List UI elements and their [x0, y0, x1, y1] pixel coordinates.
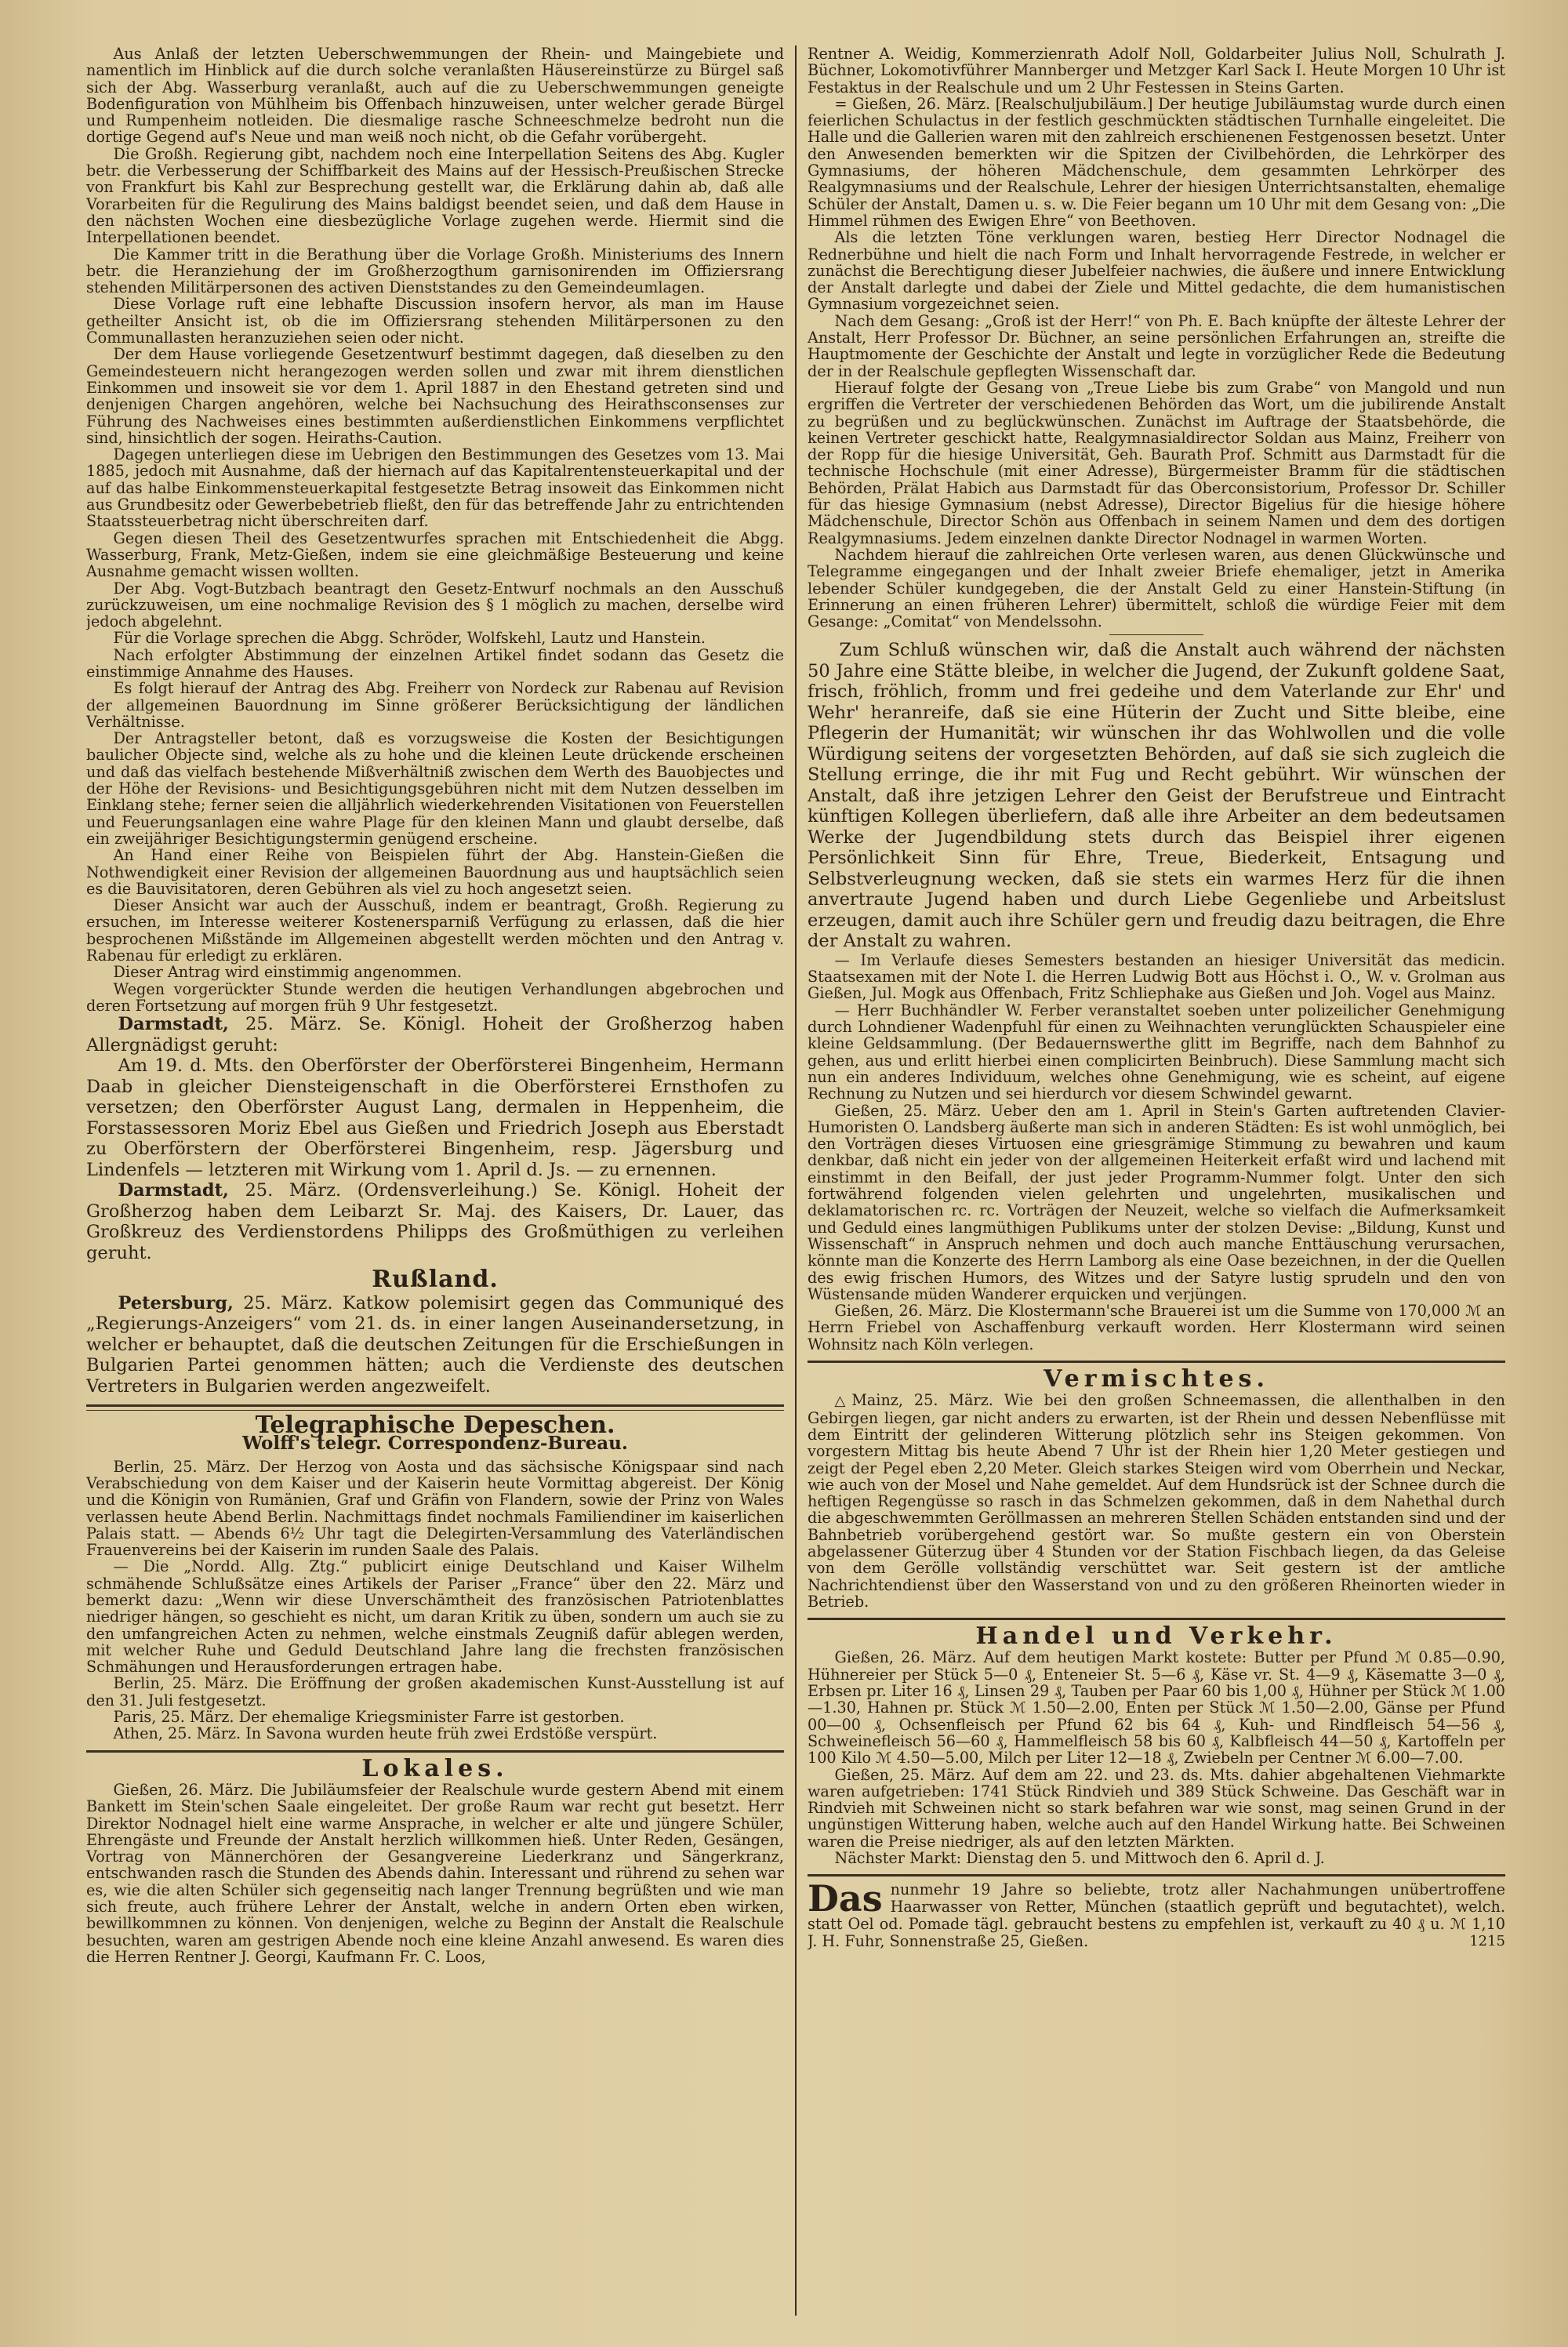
section-heading-lokales: Lokales. — [361, 1754, 509, 1782]
article-paragraph: Der Abg. Vogt-Butzbach beantragt den Gesetz-Entwurf nochmals an den Ausschuß zurückzuweisen, um eine nochmalige Revision des § 1 möglich zu machen, derselbe wird jedoch abgelehnt. — [86, 579, 784, 631]
section-heading-telegraphische-depeschen: Telegraphische Depeschen. — [255, 1411, 615, 1440]
telegram-item: Berlin, 25. März. Der Herzog von Aosta und das sächsische Königspaar sind nach Verabschiedung von dem Kaiser und der Kaiserin heute Vormittag abgereist. Der König und die Königin von Rumänien, Graf und Gräfin von Flandern, sowie der Prinz von Wales verlassen heute Abend Berlin. Nachmittags findet nochmals Familiendiner im kaiserlichen Palais statt. — Abends 6½ Uhr tagt die Delegirten-Versammlung des Vaterländischen Frauenvereins bei der Kaiserin im runden Saale des Palais. — [86, 1457, 784, 1560]
news-item-body: Am 19. d. Mts. den Oberförster der Oberförsterei Bingenheim, Hermann Daab in gleicher Diensteigenschaft in die Oberförsterei Ernsthofen zu versetzen; den Oberförster August Lang, dermalen in Heppenheim, die Forstassessoren Moriz Ebel aus Gießen und Friedrich Joseph aus Eberstadt zu Oberförstern der Oberförsterei Bingenheim, resp. Jägersburg und Lindenfels — letzteren mit Wirkung vom 1. April d. Js. — zu ernennen. — [86, 1055, 784, 1180]
dateline-place: Darmstadt, — [118, 1014, 229, 1035]
left-column — [86, 45, 784, 2316]
column-rule — [795, 45, 797, 2316]
article-paragraph — [808, 1392, 1505, 1610]
telegram-item: Athen, 25. März. In Savona wurden heute früh zwei Erdstöße verspürt. — [113, 1724, 658, 1743]
article-paragraph: Nachdem hierauf die zahlreichen Orte verlesen waren, aus denen Glückwünsche und Telegramme eingegangen und der Inhalt zweier Briefe ehemaliger, jetzt in Amerika lebender Schüler kundgegeben, die der Anstalt Geld zu einer Hanstein-Stiftung (in Erinnerung an einen früheren Lehrer) übermittelt, schloß die würdige Feier mit dem Gesange: „Comitat“ von Mendelssohn. — [808, 545, 1505, 631]
section-heading-vermischtes: Vermischtes. — [1044, 1365, 1269, 1393]
article-paragraph: Dagegen unterliegen diese im Uebrigen den Bestimmungen des Gesetzes vom 13. Mai 1885, jedoch mit Ausnahme, daß der hiernach auf das Kapitalrentensteuerkapital und der auf das halbe Einkommensteuerkapital festgesetzte Betrag insoweit das Einkommen nicht aus Grundbesitz oder Gewerbebetrieb fließt, den für das betreffende Jahr zu entrichtenden Staatssteuerbetrag nicht überschreiten darf. — [86, 445, 784, 531]
news-item-petersburg — [86, 1293, 784, 1397]
article-paragraph: An Hand einer Reihe von Beispielen führt der Abg. Hanstein-Gießen die Nothwendigkeit einer Revision der allgemeinen Bauordnung aus und hauptsächlich seien es die Bauvisitatoren, deren Gebühren als viel zu hoch angesetzt seien. — [86, 846, 784, 898]
article-paragraph: Gegen diesen Theil des Gesetzentwurfes sprachen mit Entschiedenheit die Abgg. Wasserburg, Frank, Metz-Gießen, indem sie eine gleichmäßige Besteuerung und keine Ausnahme gemacht wissen wollten. — [86, 529, 784, 581]
paragraph-divider — [1109, 634, 1203, 635]
article-paragraph: Der Antragsteller betont, daß es vorzugsweise die Kosten der Besichtigungen baulicher Objecte sind, welche als zu hohe und die kleinen Leute drückende erscheinen und daß das vielfach bestehende Mißverhältniß zwischen dem Werth des Bauobjectes und der Höhe der Revisions- und Besichtigungsgebühren nicht mit dem Nutzen desselben im Einklang stehe; ferner seien die alljährlich wiederkehrenden Visitationen von Feuerstellen und Feuerungsanlagen eine wahre Plage für den kleinen Mann und glaubt derselbe, daß ein zweijähriger Besichtigungstermin genügend erscheine. — [86, 729, 784, 848]
article-paragraph: Gießen, 26. März. Die Jubiläumsfeier der Realschule wurde gestern Abend mit einem Bankett im Stein'schen Saale eingeleitet. Der große Raum war recht gut besetzt. Herr Direktor Nodnagel hielt eine warme Ansprache, in welcher er alte und jüngere Schüler, Ehrengäste und Freunde der Anstalt herzlich willkommen hieß. Unter Reden, Gesängen, Vortrag von Männerchören der Gesangvereine Liederkranz und Sängerkranz, entschwanden rasch die Stunden des Abends dahin. Interessant und rührend zu sehen war es, wie die alten Schüler sich gegenseitig nach langer Trennung begrüßten und wie man sich freute, auch frühere Lehrer der Anstalt, welche in andern Orten eben wirken, bewillkommnen zu können. Von denjenigen, welche zu Beginn der Anstalt die Realschule besuchten, waren am gestrigen Abende noch eine kleine Anzahl anwesend. Es waren dies die Herren Rentner J. Georgi, Kaufmann Fr. C. Loos, — [86, 1780, 784, 1966]
dateline-place: Petersburg, — [118, 1292, 234, 1313]
article-paragraph: Die Großh. Regierung gibt, nachdem noch eine Interpellation Seitens des Abg. Kugler betr. die Verbesserung der Schiffbarkeit des Mains auf der Hessisch-Preußischen Strecke von Frankfurt bis Kahl zur Besprechung gestellt war, die Erklärung dahin ab, daß alle Vorarbeiten für die Regulirung des Mains baldigst beendet seien, und daß dem Hause in den nächsten Wochen eine diesbezügliche Vorlage zugehen werde. Hiermit sind die Interpellationen beendet. — [86, 144, 784, 247]
section-divider — [808, 1618, 1505, 1620]
article-paragraph: Der dem Hause vorliegende Gesetzentwurf bestimmt dagegen, daß dieselben zu den Gemeindesteuern nicht herangezogen werden sollen und zwar mit ihrem dienstlichen Einkommen und insoweit sie vor dem 1. April 1887 in den Ehestand getreten sind und denjenigen Chargen angehören, welche bei Nachsuchung des Heirathsconsenses zur Führung des Nachweises eines bestimmten außerdienstlichen Einkommens verpflichtet sind, hinsichtlich der sogen. Heiraths-Caution. — [86, 345, 784, 447]
right-column — [808, 45, 1505, 2316]
news-text: 25. März. Se. Königl. Hoheit der Großherzog haben Allergnädigst geruht: — [86, 1014, 784, 1055]
article-paragraph: = Gießen, 26. März. [Realschuljubiläum.] Der heutige Jubiläumstag wurde durch einen feierlichen Schulactus in der festlich geschmückten städtischen Turnhalle eingeleitet. Die Halle und die Gallerien waren mit den zahlreich erschienenen Festgenossen besetzt. Unter den Anwesenden bemerkten wir die Spitzen der Civilbehörden, die Lehrkörper des Gymnasiums, der höheren Mädchenschule, dem gesammten Lehrkörper des Realgymnasiums und der Realschule, Lehrer der hiesigen Unterrichtsanstalten, ehemalige Schüler der Anstalt, Damen u. s. w. Die Feier begann um 10 Uhr mit dem Gesang von: „Die Himmel rühmen des Ewigen Ehre“ von Beethoven. — [808, 94, 1505, 230]
article-paragraph: Hierauf folgte der Gesang von „Treue Liebe bis zum Grabe“ von Mangold und nun ergriffen die Vertreter der verschiedenen Behörden das Wort, um die jubilirende Anstalt zu begrüßen und zu beglückwünschen. Zunächst im Auftrage der Staatsbehörde, die keinen Vertreter geschickt hatte, Realgymnasialdirector Soldan aus Mainz, Freiherr von der Ropp für die hiesige Universität, Geh. Baurath Prof. Schmitt aus Darmstadt für die technische Hochschule (mit einer Adresse), Bürgermeister Bramm für die städtischen Behörden, Prälat Habich aus Darmstadt für das Oberconsistorium, Professor Dr. Schiller für das hiesige Gymnasium (nebst Adresse), Director Bigelius für die hiesige höhere Mädchenschule, Director Schön aus Offenbach in seinem Namen und dem des dortigen Realgymnasiums. Jedem einzelnen dankte Director Nodnagel in warmen Worten. — [808, 378, 1505, 547]
dateline-place: Darmstadt, — [118, 1180, 229, 1201]
market-report: Nächster Markt: Dienstag den 5. und Mittwoch den 6. April d. J. — [834, 1849, 1325, 1868]
section-heading-russland: Rußland. — [372, 1266, 499, 1294]
article-paragraph: Es folgt hierauf der Antrag des Abg. Freiherr von Nordeck zur Rabenau auf Revision der allgemeinen Bauordnung im Sinne größerer Berücksichtigung der ländlichen Verhältnisse. — [86, 679, 784, 731]
section-heading-handel-und-verkehr: Handel und Verkehr. — [975, 1622, 1338, 1651]
article-paragraph: Nach dem Gesang: „Groß ist der Herr!“ von Ph. E. Bach knüpfte der älteste Lehrer der Anstalt, Herr Professor Dr. Büchner, an seine persönlichen Erfahrungen an, streifte die Hauptmomente der Geschichte der Anstalt und legte in vorzüglicher Rede die Bedeutung der in der Realschule gepflegten Wissenschaft dar. — [808, 311, 1505, 380]
market-report: Gießen, 26. März. Auf dem heutigen Markt kostete: Butter per Pfund ℳ 0.85—0.90, Hühnereier per Stück 5—0 ₰, Enteneier St. 5—6 ₰, Käse vr. St. 4—9 ₰, Käsematte 3—0 ₰, Erbsen pr. Liter 16 ₰, Linsen 29 ₰, Tauben per Paar 60 bis 1,00 ₰, Hühner per Stück ℳ 1.00—1.30, Hahnen pr. Stück ℳ 1.50—2.00, Enten per Stück ℳ 1.50—2.00, Gänse per Pfund 00—00 ₰, Ochsenfleisch per Pfund 62 bis 64 ₰, Kuh- und Rindfleisch 54—56 ₰, Schweinefleisch 56—60 ₰, Hammelfleisch 58 bis 60 ₰, Kalbfleisch 44—50 ₰, Kartoffeln per 100 Kilo ℳ 4.50—5.00, Milch per Liter 12—18 ₰, Zwiebeln per Centner ℳ 6.00—7.00. — [808, 1648, 1505, 1768]
news-text: 25. März. (Ordensverleihung.) Se. Königl. Hoheit der Großherzog haben dem Leibarzt Sr. Maj. des Kaisers, Dr. Lauer, das Großkreuz des Verdienstordens Philipps des Großmüthigen zu verleihen geruht. — [86, 1180, 784, 1263]
market-report: Gießen, 25. März. Auf dem am 22. und 23. ds. Mts. dahier abgehaltenen Viehmarkte waren aufgetrieben: 1741 Stück Rindvieh und 389 Stück Schweine. Das Geschäft war in Rindvieh mit Schweinen nicht so stark befahren war wie sonst, mag seinen Grund in der ungünstigen Witterung haben, welche auch auf den Handel Wirkung hatte. Bei Schweinen waren die Preise niedriger, als auf den letzten Märkten. — [808, 1765, 1505, 1851]
article-paragraph: Als die letzten Töne verklungen waren, bestieg Herr Director Nodnagel die Rednerbühne und hielt die nach Form und Inhalt hervorragende Festrede, in welcher er zunächst die Berechtigung dieser Jubelfeier nachwies, die äußere und innere Entwicklung der Anstalt darlegte und dabei der Ziele und Mittel gedachte, die dem humanistischen Gymnasium vorgezeichnet seien. — [808, 228, 1505, 314]
article-paragraph: Dieser Ansicht war auch der Ausschuß, indem er beantragt, Großh. Regierung zu ersuchen, im Interesse weiterer Kostenersparniß Verfügung zu erlassen, daß die hier besprochenen Mißstände im Allgemeinen abgestellt werden möchten und den Antrag v. Rabenau für erledigt zu erklären. — [86, 896, 784, 965]
article-paragraph: Die Kammer tritt in die Berathung über die Vorlage Großh. Ministeriums des Innern betr. die Heranziehung der im Großherzogthum garnisonirenden im Offiziersrang stehenden Militärpersonen des activen Dienststandes zu den Gemeindeumlagen. — [86, 245, 784, 297]
article-paragraph: Dieser Antrag wird einstimmig angenommen. — [113, 963, 462, 982]
section-subheading-wolff-bureau: Wolff's telegr. Correspondenz-Bureau. — [242, 1433, 628, 1455]
article-paragraph: Gießen, 26. März. Die Klostermann'sche Brauerei ist um die Summe von 170,000 ℳ an Herrn Friebel von Aschaffenburg verkauft worden. Herr Klostermann wird seinen Wohnsitz nach Köln verlegen. — [808, 1302, 1505, 1353]
section-divider — [808, 1361, 1505, 1363]
article-paragraph: Zum Schluß wünschen wir, daß die Anstalt auch während der nächsten 50 Jahre eine Stätte bleibe, in welcher die Jugend, der Zukunft goldene Saat, frisch, fröhlich, fromm und frei gedeihe und dem Vaterlande zur Ehr' und Wehr' heranreife, daß sie eine Hüterin der Zucht und Sitte bleibe, eine Pflegerin der Humanität; wir wünschen ihr das Wohlwollen und die volle Würdigung seitens der vorgesetzten Behörden, auf daß sie sich zugleich die Stellung erringe, die ihr mit Fug und Recht gebührt. Wir wünschen der Anstalt, daß ihre jetzigen Lehrer den Geist der Berufstreue und Eintracht künftigen Kollegen überliefern, daß alle ihre Arbeiter an dem bedeutsamen Werke der Jugendbildung stets durch das Beispiel ihrer eigenen Persönlichkeit Sinn für Ehre, Treue, Biederkeit, Entsagung und Selbstverleugnung wecken, daß sie stets ein warmes Herz für die ihnen anvertraute Jugend haben und durch Liebe Gegenliebe und Arbeitslust erzeugen, damit auch ihre Schüler gern und freudig dazu beitragen, die Ehre der Anstalt zu wahren. — [808, 640, 1505, 952]
article-paragraph: Aus Anlaß der letzten Ueberschwemmungen der Rhein- und Maingebiete und namentlich im Hinblick auf die durch solche veranlaßten Häusereinstürze zu Bürgel saß sich der Abg. Wasserburg veranlaßt, auch auf die zu Ueberschwemmungen geneigte Bodenfiguration von Mühlheim bis Offenbach hinzuweisen, unter welcher gerade Bürgel und Rumpenheim notleiden. Die diesmalige rasche Schneeschmelze bedroht nun die dortige Gegend auf's Neue und man weiß noch nicht, ob die Gefahr vorübergeht. — [86, 45, 784, 147]
section-divider — [86, 1404, 784, 1407]
ad-reference-number: 1215 — [1469, 1933, 1505, 1950]
advertisement-haarwasser — [808, 1874, 1505, 1950]
article-paragraph: — Im Verlaufe dieses Semesters bestanden an hiesiger Universität das medicin. Staatsexamen mit der Note I. die Herren Ludwig Bott aus Höchst i. O., W. v. Grolman aus Gießen, Jul. Mogk aus Offenbach, Fritz Schliephake aus Gießen und Joh. Vogel aus Mainz. — [808, 950, 1505, 1003]
news-text: Mainz, 25. März. Wie bei den großen Schneemassen, die allenthalben in den Gebirgen liegen, gar nicht anders zu erwarten, ist der Rhein und dessen Nebenflüsse mit dem Eintritt der gelinderen Witterung plötzlich sehr ins Steigen gekommen. Von vorgestern Mittag bis heute Abend 7 Uhr ist der Rhein hier 1,20 Meter gestiegen und zeigt der Pegel eben 2,20 Meter. Gleich starkes Steigen wird vom Oberrhein und Neckar, wie auch von der Mosel und Nahe gemeldet. Auf dem Hundsrück ist der Schnee durch die heftigen Regengüsse so rasch in das Schmelzen gekommen, daß in dem Nahethal durch die abgeschwemmten Geröllmassen an mehreren Stellen Schäden entstanden sind und der Bahnbetrieb vorübergehend gestört war. So mußte gestern ein von Oberstein abgelassener Güterzug über 4 Stunden vor der Station Fischbach liegen, da das Geleise von dem Gerölle vollständig verschüttet war. Seit gestern ist der amtliche Nachrichtendienst über den Wasserstand von und zu den größeren Rheinorten wieder in Betrieb. — [808, 1391, 1505, 1611]
triangle-icon: △ — [834, 1393, 852, 1410]
section-divider-thin — [86, 1410, 784, 1411]
article-paragraph: Gießen, 25. März. Ueber den am 1. April in Stein's Garten auftretenden Clavier-Humoristen O. Landsberg äußerte man sich in anderen Städten: Es ist wohl unmöglich, bei den Vorträgen dieses Virtuosen eine griesgrämige Stimmung zu bewahren und kaum denkbar, daß nicht ein jeder von der allgemeinen Heiterkeit erfaßt wird und lachend mit einstimmt in den Beifall, der just jeder Programm-Nummer folgt. Unter den sich fortwährend folgenden vielen gelehrten und ungelehrten, musikalischen und deklamatorischen rc. rc. Vorträgen der Neuzeit, welche so vielfach die Aufmerksamkeit und Geduld eines langmüthigen Publikums unter der stolzen Devise: „Bildung, Kunst und Wissenschaft“ in Anspruch nehmen und doch auch manche Enttäuschung verursachen, könnte man die Konzerte des Herrn Lamborg als eine Oase bezeichnen, in der die Quellen des ewig frischen Humors, des Witzes und der Satyre lustig sprudeln und den von Wüstensande müden Wanderer erquicken und verjüngen. — [808, 1101, 1505, 1303]
article-paragraph: Nach erfolgter Abstimmung der einzelnen Artikel findet sodann das Gesetz die einstimmige Annahme des Hauses. — [86, 645, 784, 681]
section-divider — [86, 1750, 784, 1753]
article-paragraph: Für die Vorlage sprechen die Abgg. Schröder, Wolfskehl, Lautz und Hanstein. — [113, 629, 706, 648]
telegram-item: Berlin, 25. März. Die Eröffnung der großen akademischen Kunst-Ausstellung ist auf den 31. Juli festgesetzt. — [86, 1674, 784, 1709]
article-paragraph: — Herr Buchhändler W. Ferber veranstaltet soeben unter polizeilicher Genehmigung durch Lohndiener Wadenpfuhl für einen zu Weihnachten verunglückten Schauspieler eine kleine Geldsammlung. (Der Bedauernswerthe glitt im Begriffe, nach dem Bahnhof zu gehen, aus und erlitt hierbei einen complicirten Beinbruch). Diese Sammlung macht sich nun ein anderes Individuum, welches ohne Genehmigung, wie es scheint, auf eigene Rechnung zu Nutzen und sei hierdurch vor diesem Schwindel gewarnt. — [808, 1001, 1505, 1103]
telegram-item: Paris, 25. März. Der ehemalige Kriegsminister Farre ist gestorben. — [113, 1708, 625, 1727]
ad-text: nunmehr 19 Jahre so beliebte, trotz aller Nachahmungen unübertroffene Haarwasser von Retter, München (staatlich geprüft und begutachtet), welch. statt Oel od. Pomade tägl. gebraucht bestens zu empfehlen ist, verkauft zu 40 ₰ u. ℳ 1,10 J. H. Fuhr, Sonnenstraße 25, Gießen. — [808, 1880, 1505, 1951]
article-paragraph: Diese Vorlage ruft eine lebhafte Discussion insofern hervor, als man im Hause getheilter Ansicht ist, ob die im Offiziersrang stehenden Militärpersonen zu den Communallasten heranzuziehen seien oder nicht. — [86, 295, 784, 347]
ad-headline: Das — [808, 1877, 883, 1920]
telegram-item: — Die „Nordd. Allg. Ztg.“ publicirt einige Deutschland und Kaiser Wilhelm schmähende Schlußsätze eines Artikels der Pariser „France“ über den 22. März und bemerkt dazu: „Wenn wir diese Unverschämtheit des französischen Patriotenblattes niedriger hängen, so geschieht es nicht, um daran Kritik zu üben, sondern um auch sie zu den umfangreichen Acten zu nehmen, welche einstmals Zeugniß dafür ablegen werden, mit welcher Ruhe und Geduld Deutschland Jahre lang die frechsten französischen Schmähungen und Herausforderungen ertragen habe. — [86, 1557, 784, 1677]
news-item-darmstadt — [86, 1014, 784, 1055]
news-text: 25. März. Katkow polemisirt gegen das Communiqué des „Regierungs-Anzeigers“ vom 21. ds. in einer langen Auseinandersetzung, in welcher er behauptet, daß die deutschen Zeitungen für die Erschießungen in Bulgarien Partei genommen hätten; auch die Verdienste des deutschen Vertreters in Bulgarien werden angezweifelt. — [86, 1292, 784, 1397]
article-paragraph: Rentner A. Weidig, Kommerzienrath Adolf Noll, Goldarbeiter Julius Noll, Schulrath J. Büchner, Lokomotivführer Mannberger und Metzger Karl Sack I. Heute Morgen 10 Uhr ist Festaktus in der Realschule und um 2 Uhr Festessen in Steins Garten. — [808, 45, 1505, 96]
article-paragraph: Wegen vorgerückter Stunde werden die heutigen Verhandlungen abgebrochen und deren Fortsetzung auf morgen früh 9 Uhr festgesetzt. — [86, 979, 784, 1015]
news-item-darmstadt-2 — [86, 1180, 784, 1263]
